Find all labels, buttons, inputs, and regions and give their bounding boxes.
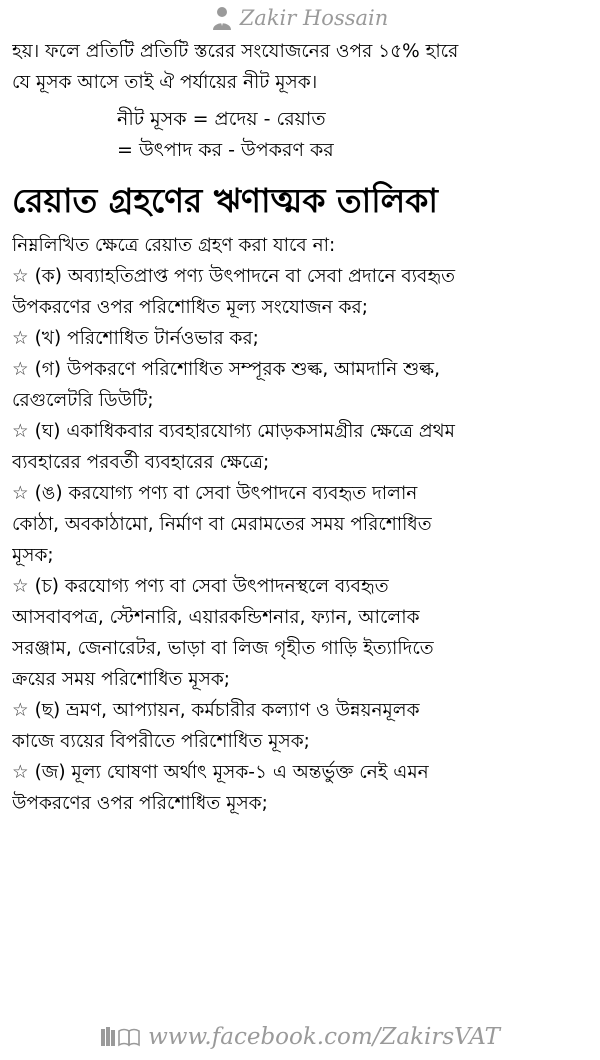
star-icon: ☆ xyxy=(12,576,29,597)
section-heading: রেয়াত গ্রহণের ঋণাত্মক তালিকা xyxy=(12,181,438,220)
negative-list xyxy=(12,261,590,819)
paragraph-line: যে মূসক আসে তাই ঐ পর্যায়ের নীট মূসক। xyxy=(12,72,318,93)
list-item-text: (ছ) ভ্রমণ, আপ্যায়ন, কর্মচারীর কল্যাণ ও উন্নয়নমূলক xyxy=(34,700,420,721)
list-item-text: (খ) পরিশোধিত টার্নওভার কর; xyxy=(34,328,259,349)
list-item-text: কাজে ব্যয়ের বিপরীতে পরিশোধিত মূসক; xyxy=(12,731,310,752)
intro-paragraph xyxy=(12,36,590,98)
star-icon: ☆ xyxy=(12,700,29,721)
list-item-line xyxy=(12,416,590,447)
list-item xyxy=(12,323,590,354)
list-item-text: আসবাবপত্র, স্টেশনারি, এয়ারকন্ডিশনার, ফ্যান, আলোক xyxy=(12,607,420,628)
list-item-line xyxy=(12,447,590,478)
list-item-line xyxy=(12,633,590,664)
list-item-text: মূসক; xyxy=(12,545,54,566)
list-item-line xyxy=(12,354,590,385)
list-item-line xyxy=(12,726,590,757)
list-item-text: উপকরণের ওপর পরিশোধিত মূল্য সংযোজন কর; xyxy=(12,297,368,318)
list-item xyxy=(12,571,590,695)
list-item-line xyxy=(12,602,590,633)
star-icon: ☆ xyxy=(12,359,29,380)
list-item xyxy=(12,354,590,416)
list-item-line xyxy=(12,757,590,788)
list-item-text: (ক) অব্যাহতিপ্রাপ্ত পণ্য উৎপাদনে বা সেবা প্রদানে ব্যবহৃত xyxy=(34,266,456,287)
list-item-line xyxy=(12,292,590,323)
list-item xyxy=(12,478,590,571)
list-item-line xyxy=(12,540,590,571)
star-icon: ☆ xyxy=(12,762,29,783)
list-item-line xyxy=(12,261,590,292)
list-item xyxy=(12,261,590,323)
list-item-line xyxy=(12,323,590,354)
list-item xyxy=(12,695,590,757)
list-item xyxy=(12,757,590,819)
page-content xyxy=(0,36,600,819)
star-icon: ☆ xyxy=(12,266,29,287)
formula-block xyxy=(12,104,590,166)
list-item xyxy=(12,416,590,478)
list-item-text: (ঘ) একাধিকবার ব্যবহারযোগ্য মোড়কসামগ্রীর ক্ষেত্রে প্রথম xyxy=(34,421,455,442)
list-item-line xyxy=(12,478,590,509)
list-item-line xyxy=(12,695,590,726)
page-header xyxy=(0,0,600,36)
star-icon: ☆ xyxy=(12,483,29,504)
list-item-text: সরঞ্জাম, জেনারেটর, ভাড়া বা লিজ গৃহীত গাড়ি ইত্যাদিতে xyxy=(12,638,434,659)
books-icon xyxy=(100,1026,140,1048)
list-item-text: (জ) মূল্য ঘোষণা অর্থাৎ মূসক-১ এ অন্তর্ভুক্ত নেই এমন xyxy=(34,762,429,783)
formula-line: নীট মূসক = প্রদেয় - রেয়াত xyxy=(117,108,326,130)
list-item-line xyxy=(12,788,590,819)
page-footer xyxy=(0,1020,600,1054)
list-item-line xyxy=(12,571,590,602)
author-name: Zakir Hossain xyxy=(239,6,389,30)
star-icon: ☆ xyxy=(12,328,29,349)
list-item-text: ব্যবহারের পরবর্তী ব্যবহারের ক্ষেত্রে; xyxy=(12,452,270,473)
list-item-line xyxy=(12,664,590,695)
list-item-text: (চ) করযোগ্য পণ্য বা সেবা উৎপাদনস্থলে ব্যবহৃত xyxy=(34,576,389,597)
formula-line: = উৎপাদ কর - উপকরণ কর xyxy=(117,139,334,161)
list-item-text: (গ) উপকরণে পরিশোধিত সম্পূরক শুল্ক, আমদানি শুল্ক, xyxy=(34,359,440,380)
list-item-text: ক্রয়ের সময় পরিশোধিত মূসক; xyxy=(12,669,230,690)
list-item-line xyxy=(12,385,590,416)
person-icon xyxy=(212,6,232,30)
star-icon: ☆ xyxy=(12,421,29,442)
list-item-text: রেগুলেটরি ডিউটি; xyxy=(12,390,154,411)
list-item-text: উপকরণের ওপর পরিশোধিত মূসক; xyxy=(12,793,268,814)
list-item-text: (ঙ) করযোগ্য পণ্য বা সেবা উৎপাদনে ব্যবহৃত দালান xyxy=(34,483,418,504)
list-item-line xyxy=(12,509,590,540)
list-item-text: কোঠা, অবকাঠামো, নির্মাণ বা মেরামতের সময় পরিশোধিত xyxy=(12,514,432,535)
paragraph-line: হয়। ফলে প্রতিটি প্রতিটি স্তরের সংযোজনের ওপর ১৫% হারে xyxy=(12,41,459,62)
section-intro: নিম্নলিখিত ক্ষেত্রে রেয়াত গ্রহণ করা যাবে না: xyxy=(12,235,336,256)
footer-url[interactable]: www.facebook.com/ZakirsVAT xyxy=(148,1024,500,1050)
